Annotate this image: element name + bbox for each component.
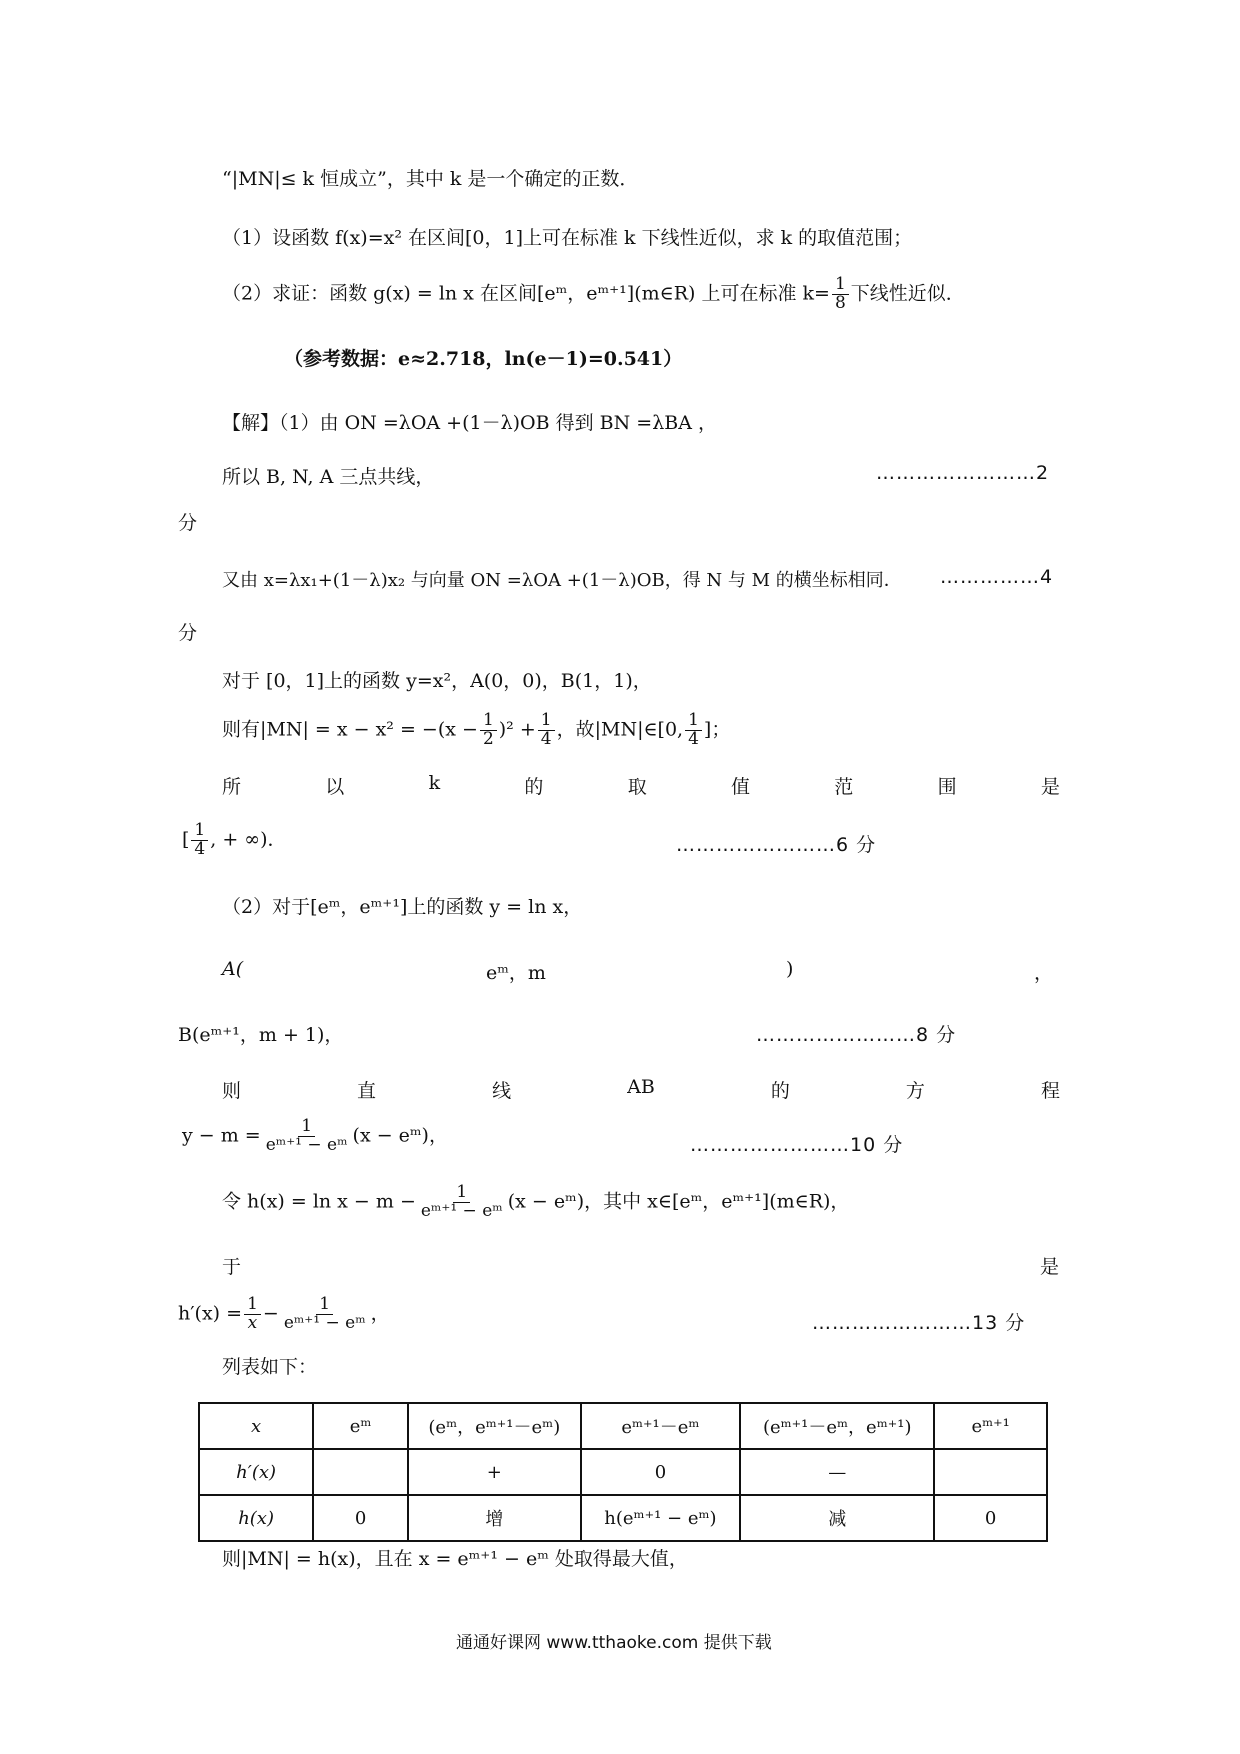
fraction-numerator: 1 — [191, 822, 208, 841]
justified-word-5: 值 — [730, 776, 750, 798]
justified-word-ab-4: 的 — [770, 1080, 790, 1102]
justified-word-7: 围 — [937, 776, 957, 798]
solution-line-10: B(eᵐ⁺¹，m + 1)， — [178, 1024, 344, 1046]
fraction-denominator-2: 2 — [482, 728, 494, 749]
line-12-part-b: (x − eᵐ)， — [352, 1124, 448, 1147]
fraction-one-eighth — [832, 276, 849, 313]
fraction-denominator: x — [247, 1312, 258, 1333]
table-cell: 0 — [581, 1449, 740, 1495]
question-2-text-b: 下线性近似． — [850, 282, 965, 305]
fraction-one-half — [480, 712, 497, 749]
point-a-close: ) — [786, 958, 794, 980]
table-cell: h′(x) — [199, 1449, 313, 1495]
justified-word-ab-3: AB — [627, 1076, 655, 1098]
solution-line-3: 又由 x=λx₁+(1－λ)x₂ 与向量 ON =λOA +(1－λ)OB，得 N 与 M 的横坐标相同． — [222, 570, 902, 591]
score-marker-10: ……………………10 分 — [690, 1134, 904, 1156]
table-cell: + — [408, 1449, 581, 1495]
page-footer: 通通好课网 www.tthaoke.com 提供下载 — [456, 1633, 772, 1653]
h-fraction — [418, 1184, 506, 1221]
solution-line-17: 则|MN| = h(x)，且在 x = eᵐ⁺¹ − eᵐ 处取得最大值， — [222, 1548, 688, 1570]
solution-line-2: 所以 B, N, A 三点共线， — [222, 466, 435, 488]
score-marker-4: ……………4 — [940, 566, 1054, 588]
table-cell: eᵐ⁺¹ — [934, 1403, 1047, 1449]
solution-line-14-a: 于 — [222, 1256, 242, 1278]
line-5-part-d: ]； — [703, 718, 731, 741]
justified-word-ab-0: 则 — [222, 1080, 242, 1102]
table-cell: h(eᵐ⁺¹ − eᵐ) — [581, 1495, 740, 1541]
question-2-text-a: （2）求证：函数 g(x) = ln x 在区间[eᵐ，eᵐ⁺¹](m∈R) 上可在标准 k= — [222, 282, 830, 305]
solution-line-6 — [222, 772, 1060, 799]
solution-line-13 — [222, 1184, 849, 1221]
table-cell: h(x) — [199, 1495, 313, 1541]
line-13-part-b: (x − eᵐ)，其中 x∈[eᵐ，eᵐ⁺¹](m∈R)， — [507, 1190, 850, 1213]
score-marker-13: ……………………13 分 — [812, 1312, 1026, 1334]
solution-line-4: 对于 [0，1]上的函数 y=x²，A(0，0)，B(1，1)， — [222, 670, 652, 692]
table-cell: 0 — [313, 1495, 408, 1541]
solution-line-11 — [222, 1076, 1060, 1103]
reference-data: （参考数据：e≈2.718，ln(e－1)=0.541） — [284, 348, 683, 370]
table-cell: 减 — [740, 1495, 934, 1541]
fraction-numerator: 1 — [453, 1184, 470, 1203]
justified-word-3: 的 — [524, 776, 544, 798]
score-unit-fen: 分 — [178, 512, 198, 534]
derivative-fraction-1 — [244, 1296, 261, 1333]
fraction-denominator: 8 — [834, 292, 846, 313]
solution-line-12 — [182, 1118, 448, 1155]
justified-word-ab-2: 线 — [492, 1080, 512, 1102]
fraction-numerator: 1 — [244, 1296, 261, 1315]
line-15-comma: ， — [370, 1302, 390, 1325]
justified-word-ab-1: 直 — [357, 1080, 377, 1102]
table-cell: 0 — [934, 1495, 1047, 1541]
fraction-numerator: 1 — [316, 1296, 333, 1315]
line-5-part-c: ，故|MN|∈[0, — [556, 718, 684, 741]
solution-line-5 — [222, 712, 730, 749]
table-row — [199, 1449, 1047, 1495]
bracket-open: [ — [182, 828, 190, 851]
point-a-coords: eᵐ，m — [486, 962, 546, 984]
justified-word-0: 所 — [222, 776, 242, 798]
table-cell: 增 — [408, 1495, 581, 1541]
score-marker-6: ……………………6 分 — [676, 834, 877, 856]
fraction-numerator: 1 — [685, 712, 702, 731]
table-cell: (eᵐ，eᵐ⁺¹－eᵐ) — [408, 1403, 581, 1449]
fraction-numerator: 1 — [832, 276, 849, 295]
minus-sign: − — [262, 1302, 279, 1325]
fraction-one-quarter-3 — [191, 822, 208, 859]
problem-condition-line: “|MN|≤ k 恒成立”，其中 k 是一个确定的正数． — [222, 168, 639, 190]
table-row — [199, 1403, 1047, 1449]
score-marker-8: ……………………8 分 — [756, 1024, 957, 1046]
variation-table — [198, 1402, 1048, 1542]
question-1: （1）设函数 f(x)=x² 在区间[0，1]上可在标准 k 下线性近似，求 k 的取值范围； — [222, 227, 913, 249]
table-cell: (eᵐ⁺¹－eᵐ，eᵐ⁺¹) — [740, 1403, 934, 1449]
point-a-comma: ， — [1034, 962, 1054, 984]
fraction-one-quarter-2 — [685, 712, 702, 749]
solution-line-14-b: 是 — [1040, 1256, 1060, 1278]
solution-line-15 — [178, 1296, 390, 1333]
score-unit-fen-2: 分 — [178, 622, 198, 644]
solution-line-7 — [182, 822, 287, 859]
fraction-one-quarter — [538, 712, 555, 749]
fraction-denominator-4c: 4 — [194, 838, 206, 859]
score-marker-2: ……………………2 — [876, 462, 1050, 484]
table-cell: eᵐ⁺¹－eᵐ — [581, 1403, 740, 1449]
fraction-numerator: 1 — [480, 712, 497, 731]
fraction-denominator-4b: 4 — [688, 728, 699, 749]
justified-word-6: 范 — [834, 776, 854, 798]
question-2 — [222, 276, 965, 313]
line-5-part-a: 则有|MN| = x − x² = −(x − — [222, 718, 478, 741]
table-row — [199, 1495, 1047, 1541]
derivative-label: h′(x) = — [178, 1302, 243, 1325]
justified-word-8: 是 — [1040, 776, 1060, 798]
fraction-denominator: eᵐ⁺¹ − eᵐ — [265, 1134, 348, 1155]
slope-fraction — [263, 1118, 351, 1155]
fraction-numerator: 1 — [298, 1118, 315, 1137]
interval-end: , + ∞)． — [210, 828, 287, 851]
fraction-numerator: 1 — [538, 712, 555, 731]
derivative-fraction-2 — [281, 1296, 369, 1333]
solution-line-8: （2）对于[eᵐ，eᵐ⁺¹]上的函数 y = ln x， — [222, 896, 583, 918]
fraction-denominator-4: 4 — [540, 728, 552, 749]
fraction-denominator: eᵐ⁺¹ − eᵐ — [420, 1200, 503, 1221]
point-a-open: A( — [222, 958, 244, 980]
justified-word-1: 以 — [325, 776, 345, 798]
line-13-part-a: 令 h(x) = ln x − m − — [222, 1190, 416, 1213]
line-12-part-a: y − m = — [182, 1124, 261, 1147]
justified-word-2: k — [428, 772, 441, 794]
table-cell — [313, 1449, 408, 1495]
solution-line-1: 【解】（1）由 ON =λOA +(1－λ)OB 得到 BN =λBA ， — [222, 412, 717, 434]
line-5-part-b: )² + — [498, 718, 536, 741]
fraction-denominator: eᵐ⁺¹ − eᵐ — [283, 1312, 366, 1333]
justified-word-4: 取 — [627, 776, 647, 798]
justified-word-ab-6: 程 — [1040, 1080, 1060, 1102]
table-cell: — — [740, 1449, 934, 1495]
justified-word-ab-5: 方 — [905, 1080, 925, 1102]
table-cell: x — [199, 1403, 313, 1449]
table-cell — [934, 1449, 1047, 1495]
table-cell: eᵐ — [313, 1403, 408, 1449]
solution-line-16: 列表如下： — [222, 1356, 318, 1378]
